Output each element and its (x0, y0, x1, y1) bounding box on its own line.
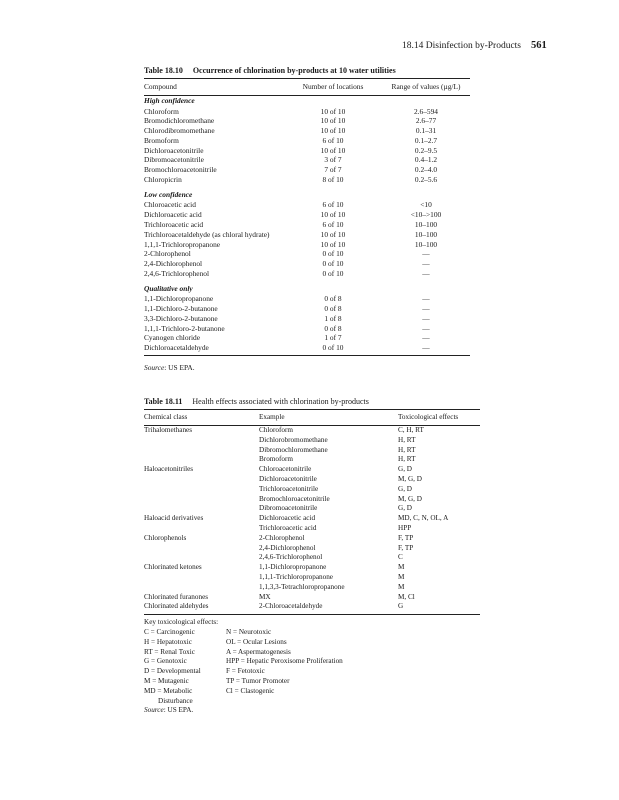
table-cell: <10 (420, 200, 432, 210)
table-cell: Dichloroacetonitrile (259, 474, 317, 483)
table-row (144, 602, 480, 612)
table-cell: Chloroform (259, 426, 293, 434)
table-cell: Trichloroacetonitrile (259, 484, 319, 493)
table-cell: Chlorinated aldehydes (144, 602, 209, 611)
table-cell: 0 of 10 (322, 343, 344, 353)
table-cell: Dibromochloromethane (259, 445, 328, 454)
table-cell: 10 of 10 (320, 116, 346, 126)
table-cell: 0.2–9.5 (414, 145, 438, 155)
running-header (402, 40, 547, 51)
table-cell: 1 of 7 (324, 333, 342, 343)
table-cell: Haloacid derivatives (144, 514, 204, 523)
table-row (144, 116, 470, 126)
table-cell: Chloropicrin (144, 175, 182, 185)
table-row (144, 294, 470, 304)
table-cell: C (398, 553, 403, 562)
table-cell: M, Cl (398, 592, 415, 601)
table-cell: — (422, 323, 430, 333)
table-caption: Health effects associated with chlorination by-products (192, 397, 369, 406)
table-cell: M, G, D (398, 494, 422, 503)
table-row (144, 314, 470, 324)
table-row (144, 136, 470, 146)
table-row (144, 583, 480, 593)
table-cell: 3 of 7 (324, 155, 342, 165)
table-cell: 10 of 10 (320, 210, 346, 220)
table-cell: Dichloroacetic acid (259, 514, 316, 523)
table-cell: HPP (398, 523, 412, 532)
table-row (144, 436, 480, 446)
table-title (144, 397, 480, 410)
table-row (144, 175, 470, 185)
table-row (144, 107, 470, 117)
table-cell: 10 of 10 (320, 106, 346, 116)
key-entry: F = Fetotoxic (226, 667, 265, 676)
table-cell: Bromochloroacetonitrile (259, 494, 330, 503)
table-cell: Chlorinated furanones (144, 592, 209, 601)
table-cell: 0 of 8 (324, 304, 342, 314)
table-cell: — (422, 343, 430, 353)
table-cell: M, G, D (398, 474, 422, 483)
key-entry: D = Developmental (144, 667, 201, 676)
table-row (144, 210, 470, 220)
table-cell: 2,4-Dichlorophenol (144, 259, 203, 269)
table-row (144, 230, 470, 240)
table-cell: 2,4,6-Trichlorophenol (144, 268, 210, 278)
table-cell: 3,3-Dichloro-2-butanone (144, 313, 218, 323)
table-cell: Chloroform (144, 106, 179, 116)
source-label: Source (144, 706, 164, 715)
table-cell: 2-Chloroacetaldehyde (259, 602, 323, 611)
key-row (144, 628, 480, 638)
column-header-row (144, 82, 470, 96)
key-entry: A = Aspermatogenesis (226, 647, 291, 656)
table-cell: 10 of 10 (320, 126, 346, 136)
table-cell: Bromoform (144, 135, 179, 145)
column-header: Number of locations (302, 82, 364, 91)
key-entry: H = Hepatotoxic (144, 637, 192, 646)
table-cell: 2-Chlorophenol (259, 533, 305, 542)
running-title: 18.14 Disinfection by-Products (402, 41, 522, 51)
table-source (144, 706, 480, 716)
table-cell: Bromochloroacetonitrile (144, 165, 217, 175)
table-row (144, 220, 470, 230)
table-cell: MX (259, 592, 271, 601)
table-cell: G, D (398, 484, 412, 493)
table-cell: G (398, 602, 404, 611)
table-cell: — (422, 333, 430, 343)
table-cell: 0.2–4.0 (414, 165, 438, 175)
column-header: Compound (144, 82, 177, 91)
key-row (144, 697, 480, 707)
table-row (144, 165, 470, 175)
table-cell: 2.6–594 (413, 106, 439, 116)
table-cell: Chlorinated ketones (144, 563, 202, 572)
table-cell: — (422, 304, 430, 314)
table-cell: Bromoform (259, 455, 293, 464)
key-row (144, 677, 480, 687)
key-entry: HPP = Hepatic Peroxisome Proliferation (226, 657, 343, 666)
table-cell: 0.1–31 (415, 126, 437, 136)
section-title: High confidence (144, 96, 195, 105)
table-cell: Cyanogen chloride (144, 333, 201, 343)
table-cell: 10–100 (414, 229, 438, 239)
table-cell: H, RT (398, 435, 416, 444)
table-bottom-rule (144, 355, 470, 356)
key-entry: TP = Tumor Promoter (226, 676, 290, 685)
key-entry: RT = Renal Toxic (144, 647, 195, 656)
table-cell: Dibromoacetonitrile (144, 155, 204, 165)
table-cell: G, D (398, 465, 412, 474)
table-row (144, 426, 480, 436)
key-entry: M = Mutagenic (144, 676, 189, 685)
table-cell: 0 of 10 (322, 268, 344, 278)
table-row (144, 259, 470, 269)
table-cell: 0 of 8 (324, 294, 342, 304)
table-cell: 0.4–1.2 (414, 155, 438, 165)
table-cell: 1 of 8 (324, 313, 342, 323)
table-row (144, 333, 470, 343)
table-row (144, 240, 470, 250)
table-cell: Chloroacetic acid (144, 200, 196, 210)
table-cell: M (398, 563, 405, 572)
table-row (144, 475, 480, 485)
source-text: : US EPA. (163, 706, 194, 715)
table-cell: G, D (398, 504, 412, 513)
table-row (144, 534, 480, 544)
table-cell: MD, C, N, OL, A (398, 514, 449, 523)
table-row (144, 495, 480, 505)
table-row (144, 563, 480, 573)
table-row (144, 446, 480, 456)
table-row (144, 343, 470, 353)
table-cell: — (422, 294, 430, 304)
table-cell: — (422, 249, 430, 259)
table-cell: F, TP (398, 543, 414, 552)
column-header: Chemical class (144, 413, 188, 421)
table-cell: Haloacetonitriles (144, 465, 194, 474)
table-row (144, 455, 480, 465)
section-title: Qualitative only (144, 283, 193, 293)
column-header: Range of values (µg/L) (391, 82, 461, 91)
table-cell: 10 of 10 (320, 229, 346, 239)
column-header: Toxicological effects (398, 413, 459, 421)
table-cell: 2,4-Dichlorophenol (259, 543, 316, 552)
table-cell: Chlorodibromomethane (144, 126, 215, 136)
table-cell: 10–100 (414, 219, 438, 229)
table-cell: 2,4,6-Trichlorophenol (259, 553, 323, 562)
table-cell: C, H, RT (398, 426, 424, 434)
table-cell: H, RT (398, 455, 416, 464)
table-cell: Dichlorobromomethane (259, 435, 328, 444)
table-row (144, 465, 480, 475)
table-cell: Chlorophenols (144, 533, 187, 542)
section-title: Low confidence (144, 189, 193, 199)
table-cell: 1,1,3,3-Tetrachloropropanone (259, 582, 345, 591)
table-body (144, 96, 470, 353)
table-cell: H, RT (398, 445, 416, 454)
table-cell: 0 of 8 (324, 323, 342, 333)
table-cell: 6 of 10 (322, 219, 344, 229)
key-row (144, 638, 480, 648)
table-cell: 0 of 10 (322, 259, 344, 269)
table-row (144, 524, 480, 534)
key-entry: C = Carcinogenic (144, 627, 195, 636)
source-text: : US EPA. (164, 363, 195, 373)
table-cell: 10 of 10 (320, 145, 346, 155)
key-entry: N = Neurotoxic (226, 627, 272, 636)
table-row (144, 155, 470, 165)
table-cell: Trichloroacetic acid (259, 523, 317, 532)
table-cell: 10–100 (414, 239, 438, 249)
page-number: 561 (531, 40, 547, 51)
table-cell: 1,1,1-Trichloro-2-butanone (144, 323, 225, 333)
table-cell: 2-Chlorophenol (144, 249, 191, 259)
table-bottom-rule (144, 614, 480, 615)
table-row (144, 324, 470, 334)
table-cell: 6 of 10 (322, 200, 344, 210)
key-title: Key toxicological effects: (144, 618, 219, 627)
key-row (144, 687, 480, 697)
table-cell: F, TP (398, 533, 414, 542)
table-cell: 0.1–2.7 (414, 135, 438, 145)
table-cell: — (422, 268, 430, 278)
table-title (144, 66, 470, 79)
table-18-10 (144, 66, 470, 372)
key-entry: MD = Metabolic (144, 686, 193, 695)
table-row (144, 544, 480, 554)
table-cell: 6 of 10 (322, 135, 344, 145)
key-continuation: Disturbance (158, 696, 193, 705)
table-cell: Dichloroacetonitrile (144, 145, 204, 155)
key-row (144, 657, 480, 667)
table-cell: <10–>100 (410, 210, 442, 220)
table-cell: — (422, 313, 430, 323)
column-header-row (144, 413, 480, 426)
table-cell: 1,1-Dichloropropanone (259, 563, 327, 572)
table-caption: Occurrence of chlorination by-products at 10 water utilities (192, 66, 396, 75)
key-block (144, 618, 480, 716)
table-body (144, 426, 480, 612)
key-entry: G = Genotoxic (144, 657, 187, 666)
table-cell: 0.2–5.6 (414, 175, 438, 185)
key-entry: OL = Ocular Lesions (226, 637, 287, 646)
table-label: Table 18.10 (144, 66, 183, 75)
table-cell: Chloroacetonitrile (259, 465, 312, 474)
table-cell: Trichloroacetic acid (144, 219, 204, 229)
table-row (144, 504, 480, 514)
column-header: Example (259, 413, 285, 421)
table-cell: 1,1,1-Trichloropropanone (259, 572, 333, 581)
key-row (144, 648, 480, 658)
table-cell: 1,1,1-Trichloropropanone (144, 239, 221, 249)
table-row (144, 200, 470, 210)
table-cell: M (398, 582, 405, 591)
table-row (144, 249, 470, 259)
table-18-11 (144, 397, 480, 716)
table-row (144, 126, 470, 136)
table-cell: 7 of 7 (324, 165, 342, 175)
table-cell: M (398, 572, 405, 581)
table-cell: 1,1-Dichloro-2-butanone (144, 304, 218, 314)
key-entry: Cl = Clastogenic (226, 686, 275, 695)
table-cell: 10 of 10 (320, 239, 346, 249)
key-list (144, 628, 480, 697)
source-label: Source (144, 363, 165, 373)
table-cell: Trihalomethanes (144, 426, 193, 434)
table-source (144, 363, 470, 372)
table-row (144, 593, 480, 603)
table-cell: 0 of 10 (322, 249, 344, 259)
table-cell: Trichloroacetaldehyde (as chloral hydrate) (144, 229, 270, 239)
table-cell: — (422, 259, 430, 269)
table-cell: 2.6–77 (415, 116, 437, 126)
table-label: Table 18.11 (144, 397, 183, 406)
table-cell: Dichloroacetaldehyde (144, 343, 209, 353)
table-row (144, 146, 470, 156)
table-row (144, 304, 470, 314)
table-row (144, 485, 480, 495)
table-cell: Dibromoacetonitrile (259, 504, 318, 513)
table-row (144, 514, 480, 524)
table-cell: 1,1-Dichloropropanone (144, 294, 214, 304)
key-row (144, 667, 480, 677)
table-cell: Dichloroacetic acid (144, 210, 202, 220)
table-cell: 8 of 10 (322, 175, 344, 185)
table-row (144, 553, 480, 563)
table-row (144, 573, 480, 583)
table-cell: Bromodichloromethane (144, 116, 215, 126)
table-row (144, 269, 470, 279)
